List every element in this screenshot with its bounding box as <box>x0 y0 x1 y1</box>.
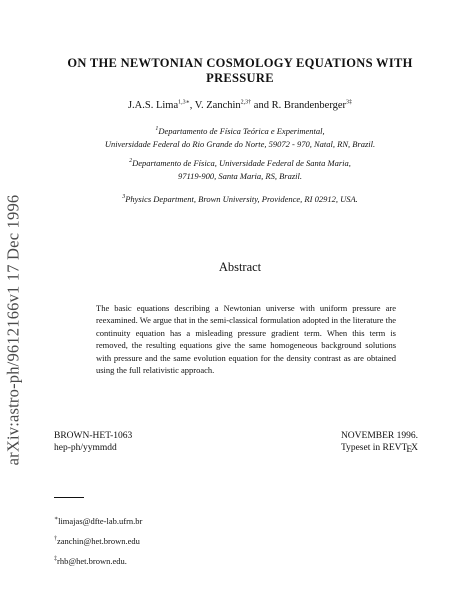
footnote-email: rhb@het.brown.edu. <box>57 556 127 566</box>
footnote-email: zanchin@het.brown.edu <box>57 536 140 546</box>
footnote-mark: † <box>54 536 57 543</box>
author-superscript: 3‡ <box>346 99 353 106</box>
author-name: J.A.S. Lima <box>127 100 179 111</box>
affiliation-line: Universidade Federal do Rio Grande do Norte, 59072 - 970, Natal, RN, Brazil. <box>104 139 376 149</box>
arxiv-stamp <box>0 150 26 510</box>
tex-logo-t: T <box>401 443 408 453</box>
affiliation-line: Physics Department, Brown University, Providence, RI 02912, USA. <box>125 194 358 204</box>
footnote-rule <box>54 497 84 498</box>
footnote-1 <box>54 516 142 526</box>
publication-date: NOVEMBER 1996. <box>340 431 418 441</box>
abstract-text: The basic equations describing a Newtonian universe with uniform pressure are reexamined. We argue that in the semi-classical formulation adopted in the literature the continuity equation has a misleading pressure gradient term. When this term is removed, the resulting equations give the same homogeneous background solutions with pressure and the same evolution equation for the density contrast as are obtained using the full relativistic approach. <box>96 303 396 376</box>
report-number: BROWN-HET-1063 <box>54 431 133 441</box>
report-info <box>54 430 132 454</box>
author-list <box>40 100 440 111</box>
abstract-heading: Abstract <box>218 260 262 274</box>
footnote-email: limajas@dfte-lab.ufrn.br <box>58 516 143 526</box>
footnote-mark: ∗ <box>54 516 59 523</box>
arxiv-stamp-text: arXiv:astro-ph/9612166v1 17 Dec 1996 <box>3 194 23 466</box>
typeset-note <box>341 442 418 454</box>
author-separator: and <box>251 100 272 111</box>
affiliation-superscript: 3 <box>122 194 126 201</box>
affiliation-line: 97119-900, Santa Maria, RS, Brazil. <box>177 171 303 181</box>
affiliation-superscript: 1 <box>155 126 159 133</box>
footnote-2 <box>54 536 140 546</box>
tex-logo-e: E <box>406 445 413 455</box>
author-superscript: 1,3∗ <box>178 99 190 106</box>
affiliation-superscript: 2 <box>129 158 133 165</box>
author-name: V. Zanchin <box>194 100 241 111</box>
tex-logo <box>402 443 419 453</box>
footnote-3 <box>54 556 127 566</box>
author-superscript: 2,3† <box>240 99 252 106</box>
paper-title-line-1: ON THE NEWTONIAN COSMOLOGY EQUATIONS WITH <box>67 56 413 70</box>
footnote-mark: ‡ <box>54 556 57 563</box>
typeset-prefix: Typeset in REV <box>340 443 402 453</box>
affiliation-1 <box>40 125 440 151</box>
affiliation-3 <box>40 193 440 206</box>
affiliation-2 <box>40 157 440 183</box>
archive-id: hep-ph/yymmdd <box>54 443 117 453</box>
author-separator: , <box>189 100 195 111</box>
tex-logo-x: X <box>411 443 418 453</box>
abstract-body <box>96 302 396 376</box>
affiliation-line: Departamento de Física Teórica e Experimental, <box>158 126 325 136</box>
affiliation-line: Departamento de Física, Universidade Federal de Santa Maria, <box>132 158 351 168</box>
paper-title-line-2: PRESSURE <box>206 71 274 85</box>
date-info <box>341 430 418 454</box>
author-name: R. Brandenberger <box>271 100 347 111</box>
